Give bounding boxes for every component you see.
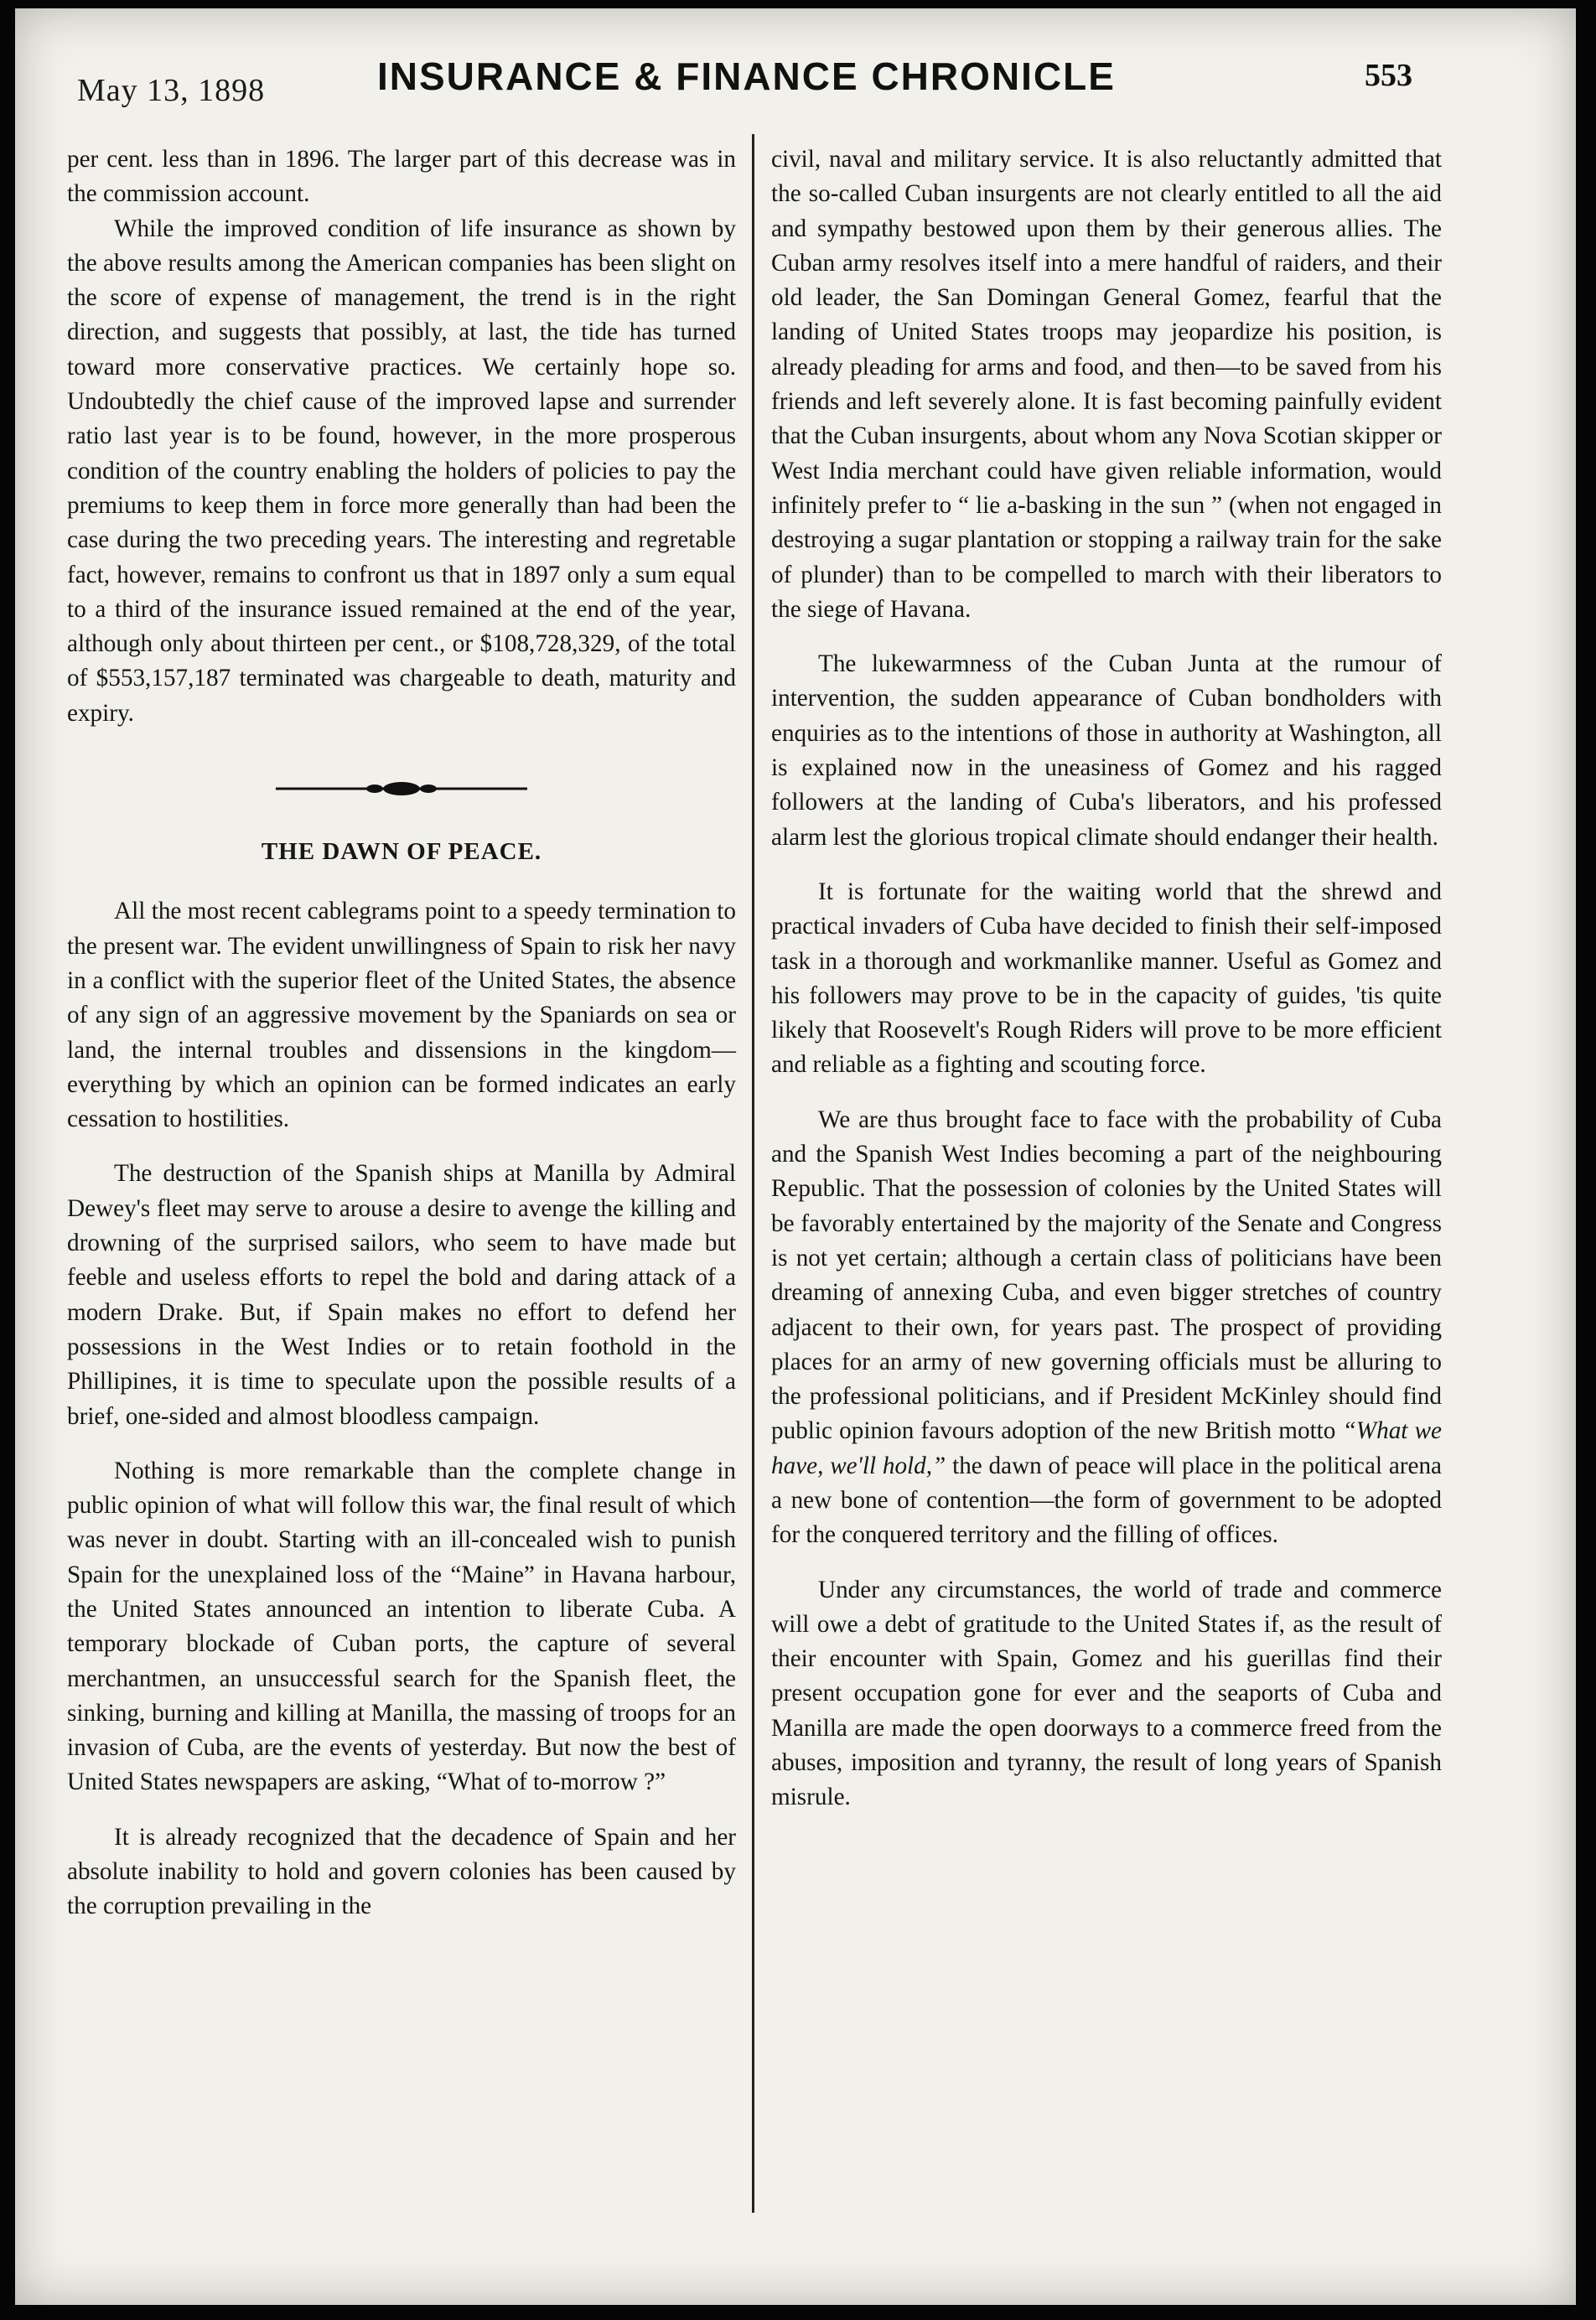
ornament-divider-icon [276, 776, 527, 801]
article-paragraph: Under any circumstances, the world of trade and commerce will owe a debt of gratitude to the United States if, as the result of their encounter with Spain, Gomez and his guerillas find their present occupation gone for ever and the seaports of Cuba and Manilla are made the open doorways to a commerce freed from the abuses, imposition and tyranny, the result of long years of Spanish misrule. [771, 1576, 1442, 1811]
section-heading: THE DAWN OF PEACE. [261, 838, 542, 866]
motto-quote: “What we have, we'll hold,” [771, 1417, 1443, 1479]
issue-date: May 13, 1898 [77, 73, 266, 108]
article-paragraph: It is already recognized that the decadence of Spain and her absolute inability to hold and govern colonies has been caused by the corruption prevailing in the [67, 1823, 736, 1920]
article-paragraph: All the most recent cablegrams point to a speedy termination to the present war. The evident unwillingness of Spain to risk her navy in a conflict with the superior fleet of the United States, the absence of any sign of an aggressive movement by the Spaniards on sea or land, the internal troubles and dissensions in the kingdom—everything by which an opinion can be formed indicates an early cessation to hostilities. [67, 898, 736, 1133]
article-paragraph [771, 1103, 1442, 1553]
article-continuation: per cent. less than in 1896. The larger part of this decrease was in the commission account. [67, 146, 736, 208]
newspaper-page [15, 8, 1576, 2305]
publication-title: INSURANCE & FINANCE CHRONICLE [377, 54, 1116, 98]
article-paragraph: The destruction of the Spanish ships at Manilla by Admiral Dewey's fleet may serve to arouse a desire to avenge the killing and drowning of the surprised sailors, who seem to have made but feeble and useless efforts to repel the bold and daring attack of a modern Drake. But, if Spain makes no effort to defend her possessions in the West Indies or to retain foothold in the Phillipines, it is time to speculate upon the possible results of a brief, one-sided and almost bloodless campaign. [67, 1160, 736, 1430]
left-column [67, 142, 736, 1924]
page-number: 553 [1365, 58, 1412, 93]
article-paragraph: The lukewarmness of the Cuban Junta at the rumour of intervention, the sudden appearance of Cuban bondholders with enquiries as to the intentions of those in authority at Washington, all is explained now in the uneasiness of Gomez and his ragged followers at the landing of Cuba's liberators, and his professed alarm lest the glorious tropical climate should endanger their health. [771, 650, 1442, 851]
article-paragraph: While the improved condition of life insurance as shown by the above results among the American companies has been slight on the score of expense of management, the trend is in the right direction, and suggests that possibly, at last, the tide has turned toward more conservative practices. We certainly hope so. Undoubtedly the chief cause of the improved lapse and surrender ratio last year is to be found, however, in the more prosperous condition of the country enabling the holders of policies to pay the premiums to keep them in force more generally than had been the case during the two preceding years. The interesting and regretable fact, however, remains to confront us that in 1897 only a sum equal to a third of the insurance issued remained at the end of the year, although only about thirteen per cent., or $108,728,329, of the total of $553,157,187 terminated was chargeable to death, maturity and expiry. [67, 215, 736, 727]
article-paragraph: Nothing is more remarkable than the complete change in public opinion of what will follow this war, the final result of which was never in doubt. Starting with an ill-concealed wish to punish Spain for the unexplained loss of the “Maine” in Havana harbour, the United States announced an intention to liberate Cuba. A temporary blockade of Cuban ports, the capture of several merchantmen, an unsuccessful search for the Spanish fleet, the sinking, burning and killing at Manilla, the massing of troops for an invasion of Cuba, are the events of yesterday. But now the best of United States newspapers are asking, “What of to-morrow ?” [67, 1457, 736, 1796]
article-paragraph: It is fortunate for the waiting world that the shrewd and practical invaders of Cuba have decided to finish their self-imposed task in a thorough and workmanlike manner. Useful as Gomez and his followers may prove to be in the capacity of guides, 'tis quite likely that Roosevelt's Rough Riders will prove to be more efficient and reliable as a fighting and scouting force. [771, 878, 1442, 1079]
paragraph-text: the dawn of peace will place in the political arena a new bone of contention—the form of government to be adopted for the conquered territory and the filling of offices. [771, 1452, 1442, 1549]
right-column [771, 142, 1442, 1815]
page-header [57, 42, 1432, 117]
column-divider [752, 134, 754, 2213]
paragraph-text: We are thus brought face to face with the probability of Cuba and the Spanish West Indies becoming a part of the neighbouring Republic. That the possession of colonies by the United States will be favorably entertained by the majority of the Senate and Congress is not yet certain; although a certain class of politicians have been dreaming of annexing Cuba, and even bigger stretches of country adjacent to their own, for years past. The prospect of providing places for an army of new governing officials must be alluring to the professional politicians, and if President McKinley should find public opinion favours adoption of the new British motto [771, 1106, 1442, 1445]
article-paragraph: civil, naval and military service. It is also reluctantly admitted that the so-called Cuban insurgents are not clearly entitled to all the aid and sympathy bestowed upon them by their generous allies. The Cuban army resolves itself into a mere handful of raiders, and their old leader, the San Domingan General Gomez, fearful that the landing of United States troops may jeopardize his position, is already pleading for arms and food, and then—to be saved from his friends and left severely alone. It is fast becoming painfully evident that the Cuban insurgents, about whom any Nova Scotian skipper or West India merchant could have given reliable information, would infinitely prefer to “ lie a-basking in the sun ” (when not engaged in destroying a sugar plantation or stopping a railway train for the sake of plunder) than to be compelled to march with their liberators to the siege of Havana. [771, 146, 1442, 623]
